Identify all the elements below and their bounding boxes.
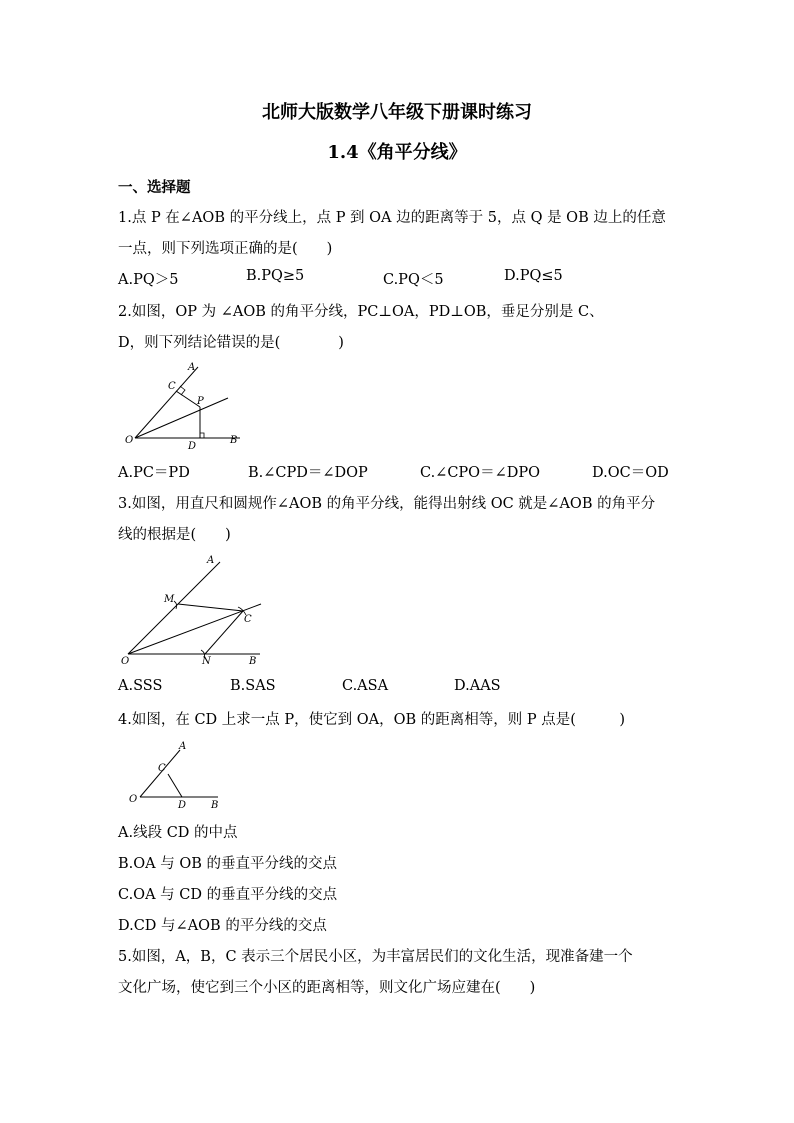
label-a: A xyxy=(188,362,196,373)
q4-option-d: D.CD 与∠AOB 的平分线的交点 xyxy=(118,918,327,934)
question-3-line-1: 3.如图，用直尺和圆规作∠AOB 的角平分线，能得出射线 OC 就是∠AOB 的角平分 xyxy=(118,496,656,512)
q3-option-c: C.ASA xyxy=(342,678,389,694)
ray-oa xyxy=(135,367,198,438)
question-5-line-1: 5.如图，A，B，C 表示三个居民小区，为丰富居民们的文化生活，现准备建一个 xyxy=(118,949,633,965)
q1-option-d: D.PQ≤5 xyxy=(504,268,563,284)
q2-option-c: C.∠CPO＝∠DPO xyxy=(420,465,540,481)
q2-option-d: D.OC＝OD xyxy=(592,465,669,481)
label-p: P xyxy=(197,396,204,407)
question-5-line-2: 文化广场，使它到三个小区的距离相等，则文化广场应建在( ) xyxy=(118,980,536,996)
q3-option-d: D.AAS xyxy=(454,678,501,694)
question-2-figure xyxy=(118,360,248,452)
label-d: D xyxy=(178,800,187,811)
label-a: A xyxy=(207,555,215,566)
q2-option-a: A.PC＝PD xyxy=(118,465,190,481)
question-2-line-2: D，则下列结论错误的是( ) xyxy=(118,335,344,351)
label-a: A xyxy=(179,741,187,752)
label-c: C xyxy=(168,381,176,392)
question-3-line-2: 线的根据是( ) xyxy=(118,527,231,543)
q1-option-a: A.PQ＞5 xyxy=(118,272,179,288)
ray-oa xyxy=(128,562,220,654)
segment-cd xyxy=(168,774,182,797)
question-1-line-2: 一点，则下列选项正确的是( ) xyxy=(118,241,333,257)
label-o: O xyxy=(129,794,138,805)
label-n: N xyxy=(202,656,211,667)
label-b: B xyxy=(211,800,219,811)
segment-mc xyxy=(178,604,243,611)
question-2-line-1: 2.如图，OP 为 ∠AOB 的角平分线，PC⊥OA，PD⊥OB，垂足分别是 C、 xyxy=(118,304,604,320)
ray-op xyxy=(135,398,228,438)
label-c: C xyxy=(158,763,166,774)
q3-option-b: B.SAS xyxy=(230,678,276,694)
label-d: D xyxy=(188,441,197,452)
document-subtitle: 1.4《角平分线》 xyxy=(327,142,467,163)
q4-option-c: C.OA 与 CD 的垂直平分线的交点 xyxy=(118,887,338,903)
ray-oc xyxy=(128,604,261,654)
label-o: O xyxy=(121,656,130,667)
q4-option-b: B.OA 与 OB 的垂直平分线的交点 xyxy=(118,856,337,872)
q1-option-b: B.PQ≥5 xyxy=(246,268,305,284)
right-angle-mark-d xyxy=(200,433,204,438)
label-c: C xyxy=(244,614,252,625)
label-o: O xyxy=(125,435,134,446)
document-title: 北师大版数学八年级下册课时练习 xyxy=(262,102,532,123)
question-3-figure xyxy=(118,552,268,670)
q1-option-c: C.PQ＜5 xyxy=(383,272,444,288)
label-m: M xyxy=(164,594,175,605)
question-4-figure xyxy=(118,736,228,812)
q4-option-a: A.线段 CD 的中点 xyxy=(118,825,238,841)
question-4-line-1: 4.如图，在 CD 上求一点 P，使它到 OA，OB 的距离相等，则 P 点是( ) xyxy=(118,712,626,728)
question-1-line-1: 1.点 P 在∠AOB 的平分线上，点 P 到 OA 边的距离等于 5，点 Q 是 OB 边上的任意 xyxy=(118,210,666,226)
label-b: B xyxy=(230,435,238,446)
q2-option-b: B.∠CPD＝∠DOP xyxy=(248,465,368,481)
label-b: B xyxy=(249,656,257,667)
section-heading: 一、选择题 xyxy=(118,179,191,196)
q3-option-a: A.SSS xyxy=(118,678,163,694)
